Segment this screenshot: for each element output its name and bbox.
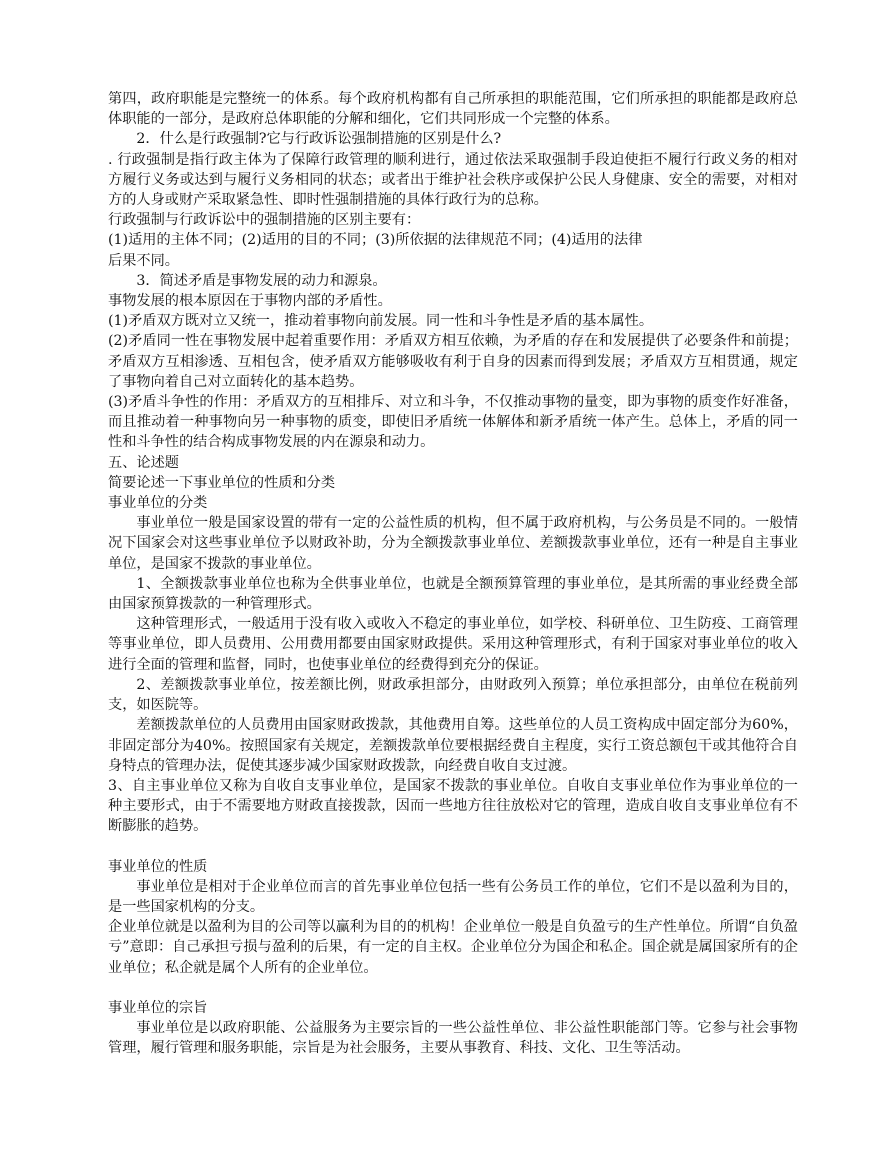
paragraph: 1、全额拨款事业单位也称为全供事业单位，也就是全额预算管理的事业单位，是其所需的事业经费全部由国家预算拨款的一种管理形式。 — [108, 575, 798, 613]
paragraph: 3、自主事业单位又称为自收自支事业单位，是国家不拨款的事业单位。自收自支事业单位作为事业单位的一种主要形式，由于不需要地方财政直接拨款，因而一些地方往往放松对它的管理，造成自收自支事业单位有不断膨胀的趋势。 — [108, 777, 798, 835]
paragraph: 事物发展的根本原因在于事物内部的矛盾性。 — [108, 293, 392, 310]
paragraph: (1)适用的主体不同；(2)适用的目的不同；(3)所依据的法律规范不同；(4)适用的法律 — [108, 232, 643, 249]
paragraph: 事业单位是以政府职能、公益服务为主要宗旨的一些公益性单位、非公益性职能部门等。它参与社会事物管理，履行管理和服务职能，宗旨是为社会服务，主要从事教育、科技、文化、卫生等活动。 — [108, 1019, 798, 1057]
paragraph: 3．简述矛盾是事物发展的动力和源泉。 — [136, 272, 387, 289]
paragraph: 行政强制与行政诉讼中的强制措施的区别主要有： — [108, 212, 421, 229]
paragraph: 第四，政府职能是完整统一的体系。每个政府机构都有自己所承担的职能范围，它们所承担的职能都是政府总体职能的一部分，是政府总体职能的分解和细化，它们共同形成一个完整的体系。 — [108, 91, 798, 128]
paragraph: 事业单位是相对于企业单位而言的首先事业单位包括一些有公务员工作的单位，它们不是以盈利为目的，是一些国家机构的分支。 — [108, 878, 798, 915]
paragraph: 企业单位就是以盈利为目的公司等以赢利为目的的机构！企业单位一般是自负盈亏的生产性单位。所谓“自负盈亏”意即：自己承担亏损与盈利的后果，有一定的自主权。企业单位分为国企和私企。国企就是属国家所有的企业单位；私企就是属个人所有的企业单位。 — [108, 919, 798, 976]
paragraph: (2)矛盾同一性在事物发展中起着重要作用：矛盾双方相互依赖，为矛盾的存在和发展提供了必要条件和前提；矛盾双方互相渗透、互相包含，使矛盾双方能够吸收有利于自身的因素而得到发展；矛盾双方互相贯通，规定了事物向着自己对立面转化的基本趋势。 — [108, 333, 798, 390]
paragraph: 事业单位的宗旨 — [108, 999, 208, 1016]
blank-line — [108, 837, 798, 857]
blank-line — [108, 978, 798, 998]
document-body — [108, 89, 798, 1058]
paragraph: 2、差额拨款事业单位，按差额比例，财政承担部分，由财政列入预算；单位承担部分，由单位在税前列支，如医院等。 — [108, 676, 798, 714]
paragraph: 这种管理形式，一般适用于没有收入或收入不稳定的事业单位，如学校、科研单位、卫生防疫、工商管理等事业单位，即人员费用、公用费用都要由国家财政提供。采用这种管理形式，有利于国家对事业单位的收入进行全面的管理和监督，同时，也使事业单位的经费得到充分的保证。 — [108, 616, 798, 673]
paragraph: . 行政强制是指行政主体为了保障行政管理的顺利进行，通过依法采取强制手段迫使拒不履行行政义务的相对方履行义务或达到与履行义务相同的状态；或者出于维护社会秩序或保护公民人身健康、安全的需要，对相对方的人身或财产采取紧急性、即时性强制措施的具体行政行为的总称。 — [108, 151, 798, 209]
paragraph: 事业单位的分类 — [108, 495, 208, 512]
paragraph: 事业单位的性质 — [108, 858, 208, 875]
paragraph: 五、论述题 — [108, 454, 179, 471]
paragraph: (1)矛盾双方既对立又统一，推动着事物向前发展。同一性和斗争性是矛盾的基本属性。 — [108, 313, 654, 330]
paragraph: 后果不同。 — [108, 252, 179, 269]
paragraph: 差额拨款单位的人员费用由国家财政拨款，其他费用自筹。这些单位的人员工资构成中固定部分为60%，非固定部分为40%。按照国家有关规定，差额拨款单位要根据经费自主程度，实行工资总额包干或其他符合自身特点的管理办法，促使其逐步减少国家财政拨款，向经费自收自支过渡。 — [108, 717, 798, 774]
paragraph: 2．什么是行政强制?它与行政诉讼强制措施的区别是什么? — [136, 131, 502, 148]
paragraph: 事业单位一般是国家设置的带有一定的公益性质的机构，但不属于政府机构，与公务员是不同的。一般情况下国家会对这些事业单位予以财政补助，分为全额拨款事业单位、差额拨款事业单位，还有一种是自主事业单位，是国家不拨款的事业单位。 — [108, 515, 798, 572]
paragraph: 简要论述一下事业单位的性质和分类 — [108, 474, 336, 491]
paragraph: (3)矛盾斗争性的作用：矛盾双方的互相排斥、对立和斗争，不仅推动事物的量变，即为事物的质变作好准备，而且推动着一种事物向另一种事物的质变，即使旧矛盾统一体解体和新矛盾统一体产生。总体上，矛盾的同一性和斗争性的结合构成事物发展的内在源泉和动力。 — [108, 394, 798, 451]
